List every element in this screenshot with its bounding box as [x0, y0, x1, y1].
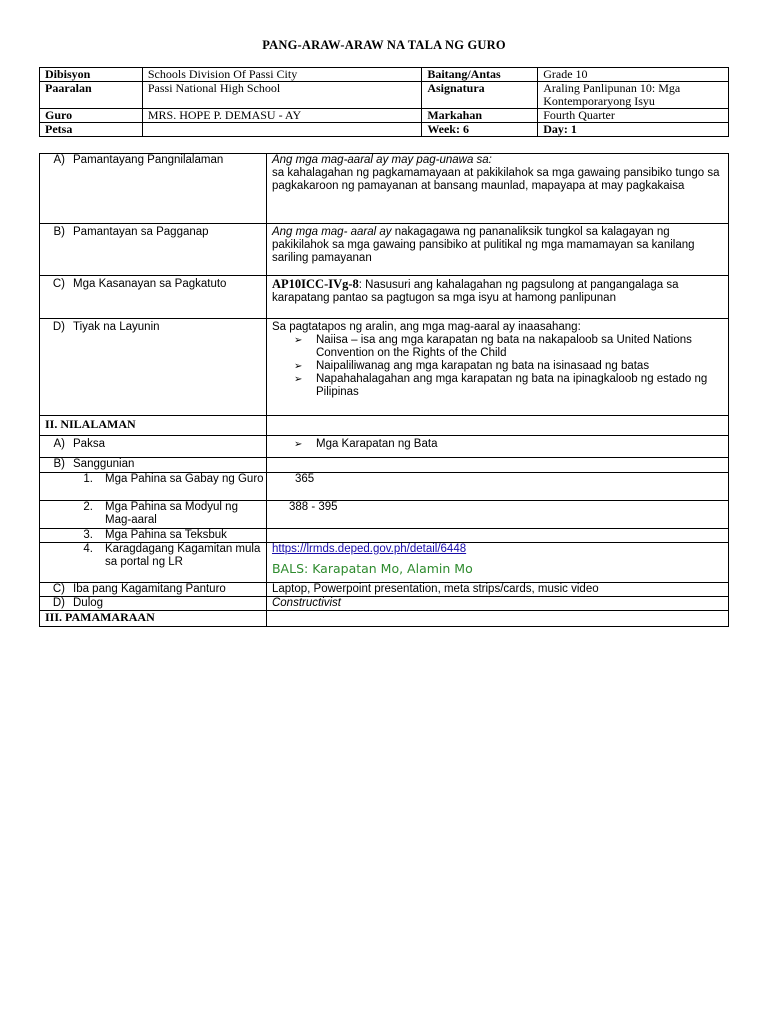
petsa-value	[142, 123, 421, 137]
item-label: Mga Pahina sa Teksbuk	[105, 529, 227, 541]
arrow-bullet-icon: ➢	[293, 374, 303, 385]
row-pamamaraan-heading	[40, 611, 729, 627]
objective-item: ➢ Naipaliliwanag ang mga karapatan ng bata na isinasaad ng batas	[293, 360, 650, 372]
row-label: Pamantayan sa Pagganap	[73, 226, 209, 238]
row-label: Tiyak na Layunin	[73, 321, 160, 333]
header-row-dibisyon	[40, 68, 729, 82]
lrmds-link[interactable]: https://lrmds.deped.gov.ph/detail/6448	[271, 543, 467, 555]
paaralan-value: Passi National High School	[142, 82, 421, 109]
header-table	[39, 67, 729, 137]
objective-list	[272, 334, 728, 399]
row-label: Iba pang Kagamitang Panturo	[73, 583, 226, 595]
row-label: Paksa	[73, 438, 105, 450]
row-letter: D)	[52, 321, 65, 333]
row-letter: C)	[52, 278, 65, 290]
row-teksbuk	[40, 529, 729, 543]
approach-value: Constructivist	[266, 597, 728, 611]
row-text: sa kahalagahan ng pagkamamayaan at pakikilahok sa mga gawaing pansibiko tungo sa pagkakaroon ng pamayanan at bansang maunlad, mapayapa at may pagkakaisa	[271, 167, 720, 192]
competency-code: AP10ICC-IVg-8	[271, 277, 359, 291]
row-italic-text: Ang mga mag- aaral ay	[271, 226, 392, 238]
row-modyul	[40, 501, 729, 529]
row-sanggunian	[40, 458, 729, 473]
row-nilalaman-heading	[40, 416, 729, 436]
row-letter: A)	[53, 438, 65, 450]
page-title: PANG-ARAW-ARAW NA TALA NG GURO	[262, 38, 506, 52]
item-label: Mga Pahina sa Modyul ng Mag-aaral	[105, 501, 238, 526]
page-range-value: 388 - 395	[266, 501, 728, 529]
arrow-bullet-icon: ➢	[293, 439, 303, 450]
page-range-value: 365	[266, 473, 728, 501]
guro-label: Guro	[40, 109, 143, 123]
topic-list	[272, 438, 728, 451]
row-mga-kasanayan	[40, 276, 729, 319]
item-label: Karagdagang Kagamitan mula sa portal ng LR	[105, 543, 261, 568]
arrow-bullet-icon: ➢	[293, 361, 303, 372]
objective-item: ➢ Napahahalagahan ang mga karapatan ng bata na ipinagkaloob ng estado ng Pilipinas	[293, 373, 708, 398]
row-gabay-ng-guro	[40, 473, 729, 501]
item-number: 4.	[83, 543, 93, 555]
row-label: Pamantayang Pangnilalaman	[73, 154, 224, 166]
header-row-guro	[40, 109, 729, 123]
objective-intro: Sa pagtatapos ng aralin, ang mga mag-aaral ay inaasahang:	[271, 321, 581, 333]
asignatura-value-line-1: Araling Panlipunan 10: Mga	[543, 81, 681, 95]
row-letter: B)	[53, 458, 65, 470]
item-number: 3.	[83, 529, 93, 541]
arrow-bullet-icon: ➢	[293, 335, 303, 346]
asignatura-label: Asignatura	[422, 82, 538, 109]
asignatura-value	[538, 82, 729, 109]
header-row-paaralan	[40, 82, 729, 109]
dibisyon-value: Schools Division Of Passi City	[142, 68, 421, 82]
row-pamantayan-sa-pagganap	[40, 224, 729, 276]
week-label: Week: 6	[422, 123, 538, 137]
markahan-value: Fourth Quarter	[538, 109, 729, 123]
section-heading: II. NILALAMAN	[40, 416, 267, 436]
objective-item: ➢ Naiisa – isa ang mga karapatan ng bata na nakapaloob sa United Nations Convention on the Rights of the Child	[293, 334, 692, 359]
markahan-label: Markahan	[422, 109, 538, 123]
day-label: Day: 1	[538, 123, 729, 137]
baitang-value: Grade 10	[538, 68, 729, 82]
row-karagdagang-kagamitan	[40, 543, 729, 583]
guro-value: MRS. HOPE P. DEMASU - AY	[142, 109, 421, 123]
topic-item: ➢ Mga Karapatan ng Bata	[293, 438, 438, 450]
row-label: Sanggunian	[73, 458, 135, 470]
petsa-label: Petsa	[40, 123, 143, 137]
row-letter: C)	[52, 583, 65, 595]
row-letter: D)	[52, 597, 65, 609]
paaralan-label: Paaralan	[40, 82, 143, 109]
header-row-petsa	[40, 123, 729, 137]
item-number: 2.	[83, 501, 93, 513]
row-label: Mga Kasanayan sa Pagkatuto	[73, 278, 227, 290]
item-label: Mga Pahina sa Gabay ng Guro	[105, 473, 264, 485]
lesson-table	[39, 153, 729, 627]
row-letter: A)	[53, 154, 65, 166]
materials-value: Laptop, Powerpoint presentation, meta strips/cards, music video	[266, 583, 728, 597]
item-number: 1.	[83, 473, 93, 485]
row-italic-text: Ang mga mag-aaral ay may pag-unawa sa:	[271, 154, 492, 166]
row-paksa	[40, 436, 729, 458]
row-text: nakagagawa ng pananaliksik tungkol sa kalagayan ng pakikilahok sa mga gawaing pansibiko at pulitikal ng mga mamamayan sa kanilang sariling pamayanan	[271, 226, 695, 264]
row-pamantayang-pangnilalaman	[40, 154, 729, 224]
row-dulog	[40, 597, 729, 611]
asignatura-value-line-2: Kontemporaryong Isyu	[543, 94, 655, 108]
section-heading: III. PAMAMARAAN	[40, 611, 267, 627]
row-iba-pang-kagamitan	[40, 583, 729, 597]
row-letter: B)	[53, 226, 65, 238]
row-label: Dulog	[73, 597, 104, 609]
row-text: : Nasusuri ang kahalagahan ng pagsulong at pangangalaga sa karapatang pantao sa pagtugon sa mga isyu at hamong panlipunan	[271, 279, 679, 304]
bals-resource-title: BALS: Karapatan Mo, Alamin Mo	[271, 561, 473, 576]
dibisyon-label: Dibisyon	[40, 68, 143, 82]
row-tiyak-na-layunin	[40, 319, 729, 416]
baitang-label: Baitang/Antas	[422, 68, 538, 82]
